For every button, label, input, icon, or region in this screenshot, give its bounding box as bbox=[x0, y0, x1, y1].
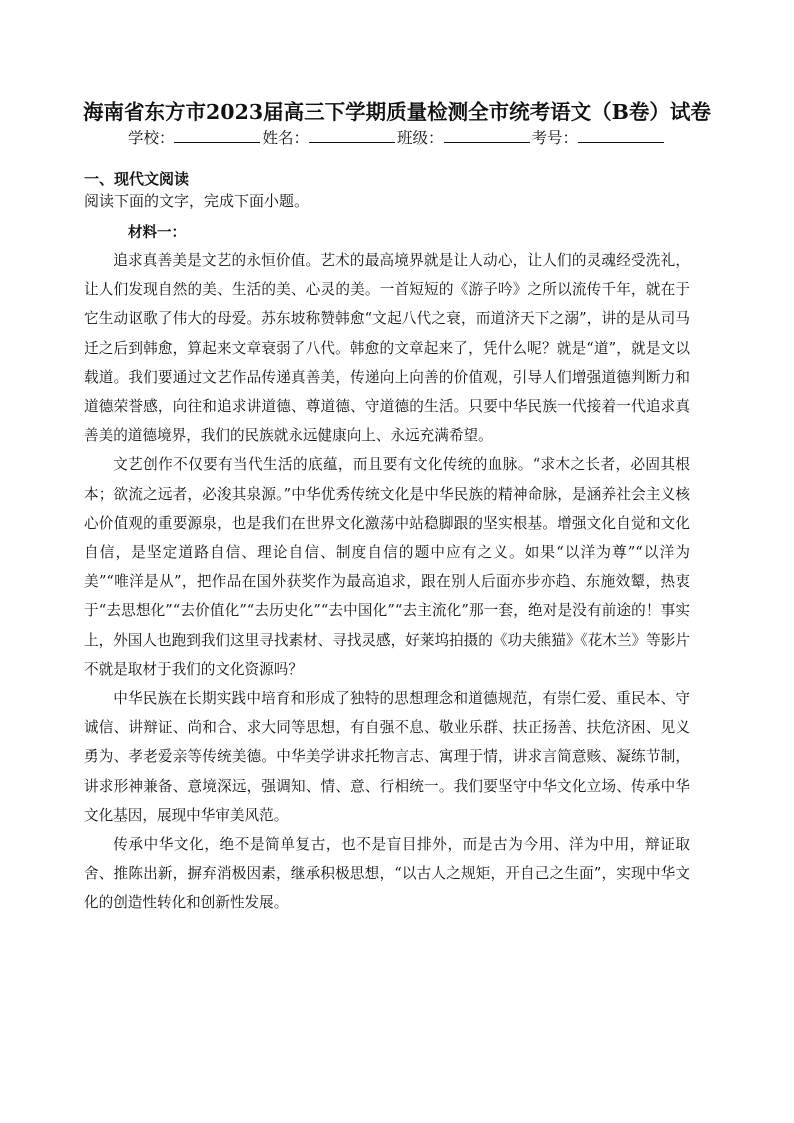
school-label: 学校： bbox=[127, 129, 175, 147]
passage-paragraph-2: 文艺创作不仅要有当代生活的底蕴，而且要有文化传统的血脉。“求木之长者，必固其根本；欲流之远者，必浚其泉源。”中华优秀传统文化是中华民族的精神命脉，是涵养社会主义核心价值观的重要源泉，也是我们在世界文化激荡中站稳脚跟的坚实根基。增强文化自觉和文化自信，是坚定道路自信、理论自信、制度自信的题中应有之义。如果“以洋为尊”“以洋为美”“唯洋是从”，把作品在国外获奖作为最高追求，跟在别人后面亦步亦趋、东施效颦，热衷于“去思想化”“去价值化”“去历史化”“去中国化”“去主流化”那一套，绝对是没有前途的！事实上，外国人也跑到我们这里寻找素材、寻找灵感，好莱坞拍摄的《功夫熊猫》《花木兰》等影片不就是取材于我们的文化资源吗？ bbox=[84, 456, 690, 678]
passage-paragraph-3: 中华民族在长期实践中培育和形成了独特的思想理念和道德规范，有崇仁爱、重民本、守诚信、讲辩证、尚和合、求大同等思想，有自强不息、敬业乐群、扶正扬善、扶危济困、见义勇为、孝老爱亲等传统美德。中华美学讲求托物言志、寓理于情，讲求言简意赅、凝练节制，讲求形神兼备、意境深远，强调知、情、意、行相统一。我们要坚守中华文化立场、传承中华文化基因，展现中华审美风范。 bbox=[84, 690, 690, 824]
school-field bbox=[128, 126, 263, 148]
class-label: 班级： bbox=[397, 129, 444, 147]
exam-number-blank bbox=[578, 128, 664, 143]
exam-number-label: 考号： bbox=[531, 129, 579, 147]
student-info-line bbox=[0, 126, 794, 148]
document-title: 海南省东方市2023届高三下学期质量检测全市统考语文（B卷）试卷 bbox=[83, 100, 711, 124]
name-label: 姓名： bbox=[262, 129, 309, 147]
passage-paragraph-4: 传承中华文化，绝不是简单复古，也不是盲目排外，而是古为今用、洋为中用，辩证取舍、推陈出新，摒弃消极因素，继承积极思想，“以古人之规矩，开自己之生面”，实现中华文化的创造性转化和创新性发展。 bbox=[84, 836, 690, 912]
section-heading: 一、现代文阅读 bbox=[84, 170, 190, 188]
material-label: 材料一： bbox=[128, 224, 186, 241]
reading-instruction: 阅读下面的文字，完成下面小题。 bbox=[84, 192, 310, 210]
name-blank bbox=[309, 128, 395, 143]
class-field bbox=[397, 126, 532, 148]
school-blank bbox=[174, 128, 260, 143]
name-field bbox=[262, 126, 397, 148]
passage-body bbox=[84, 246, 690, 918]
class-blank bbox=[444, 128, 530, 143]
exam-number-field bbox=[532, 126, 667, 148]
passage-paragraph-1: 追求真善美是文艺的永恒价值。艺术的最高境界就是让人动心，让人们的灵魂经受洗礼，让人们发现自然的美、生活的美、心灵的美。一首短短的《游子吟》之所以流传千年，就在于它生动讴歌了伟大的母爱。苏东坡称赞韩愈“文起八代之衰，而道济天下之溺”，讲的是从司马迁之后到韩愈，算起来文章衰弱了八代。韩愈的文章起来了，凭什么呢？就是“道”，就是文以载道。我们要通过文艺作品传递真善美，传递向上向善的价值观，引导人们增强道德判断力和道德荣誉感，向往和追求讲道德、尊道德、守道德的生活。只要中华民族一代接着一代追求真善美的道德境界，我们的民族就永远健康向上、永远充满希望。 bbox=[84, 252, 690, 445]
